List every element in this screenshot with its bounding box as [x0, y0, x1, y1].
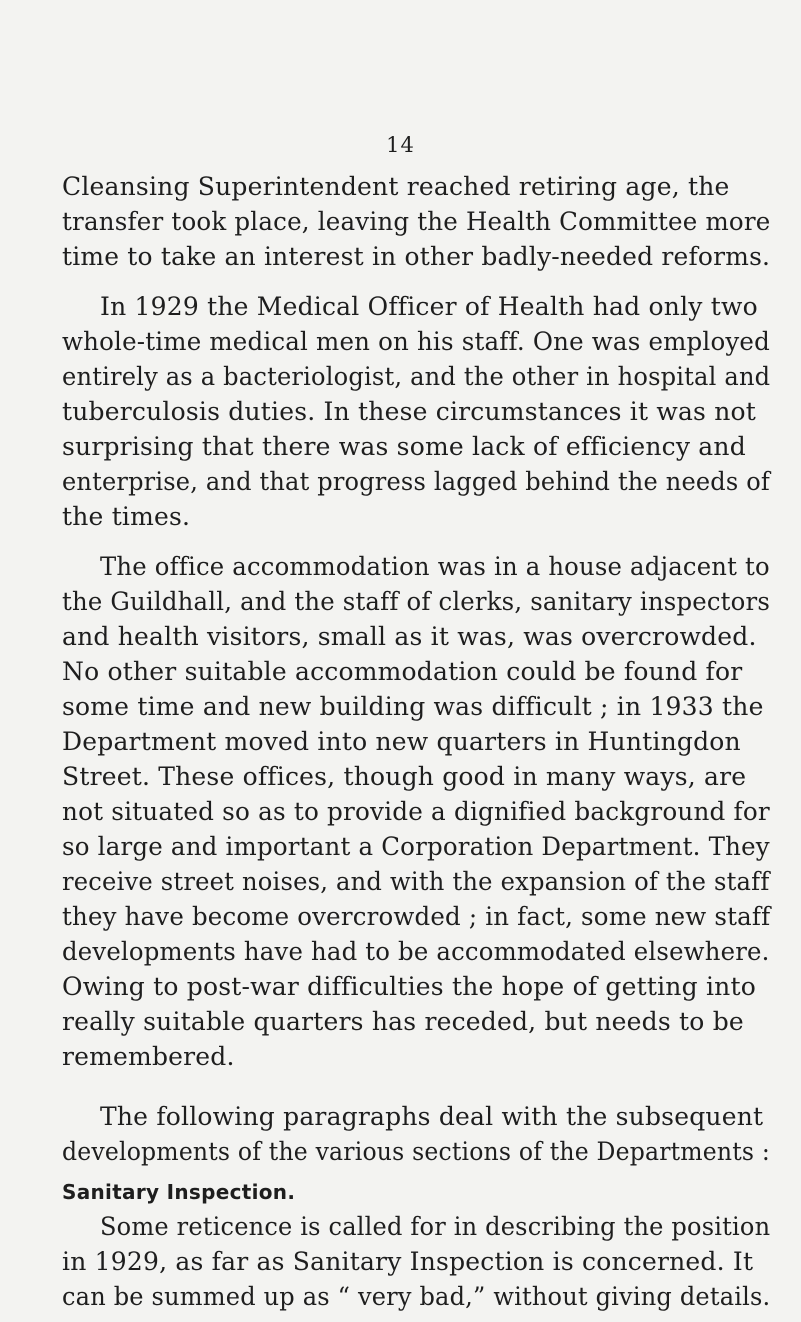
text-line: some time and new building was difficult ; in 1933 the — [62, 692, 764, 721]
text-line: Some reticence is called for in describing the position — [100, 1212, 771, 1241]
text-line: remembered. — [62, 1042, 235, 1071]
text-line: surprising that there was some lack of efficiency and — [62, 432, 746, 461]
text-line: Department moved into new quarters in Huntingdon — [62, 727, 741, 756]
text-line: whole-time medical men on his staff. One was employed — [62, 327, 770, 356]
text-line: time to take an interest in other badly-needed reforms. — [62, 242, 771, 271]
text-line: Cleansing Superintendent reached retiring age, the — [62, 172, 730, 201]
page-number: 14 — [386, 133, 415, 157]
text-line: and health visitors, small as it was, was overcrowded. — [62, 622, 757, 651]
text-line: receive street noises, and with the expansion of the staff — [62, 867, 770, 896]
text-line: not situated so as to provide a dignified background for — [62, 797, 770, 826]
section-heading: Sanitary Inspection. — [62, 1180, 296, 1204]
text-line: The office accommodation was in a house adjacent to — [100, 552, 770, 581]
text-line: transfer took place, leaving the Health Committee more — [62, 207, 771, 236]
text-line: in 1929, as far as Sanitary Inspection is concerned. It — [62, 1247, 754, 1276]
text-line: so large and important a Corporation Department. They — [62, 832, 770, 861]
text-line: the Guildhall, and the staff of clerks, sanitary inspectors — [62, 587, 771, 616]
text-line: developments of the various sections of the Departments : — [62, 1137, 770, 1166]
text-line: In 1929 the Medical Officer of Health had only two — [100, 292, 758, 321]
text-line: No other suitable accommodation could be found for — [62, 657, 743, 686]
text-line: entirely as a bacteriologist, and the other in hospital and — [62, 362, 771, 391]
text-line: they have become overcrowded ; in fact, some new staff — [62, 902, 771, 931]
text-line: enterprise, and that progress lagged behind the needs of — [62, 467, 771, 496]
text-line: the times. — [62, 502, 191, 531]
text-line: Street. These offices, though good in many ways, are — [62, 762, 747, 791]
text-line: The following paragraphs deal with the subsequent — [100, 1102, 764, 1131]
text-line: developments have had to be accommodated elsewhere. — [62, 937, 770, 966]
text-line: tuberculosis duties. In these circumstances it was not — [62, 397, 757, 426]
text-line: really suitable quarters has receded, but needs to be — [62, 1007, 744, 1036]
text-line: can be summed up as “ very bad,” without giving details. — [62, 1282, 771, 1311]
text-line: Owing to post-war difficulties the hope of getting into — [62, 972, 756, 1001]
